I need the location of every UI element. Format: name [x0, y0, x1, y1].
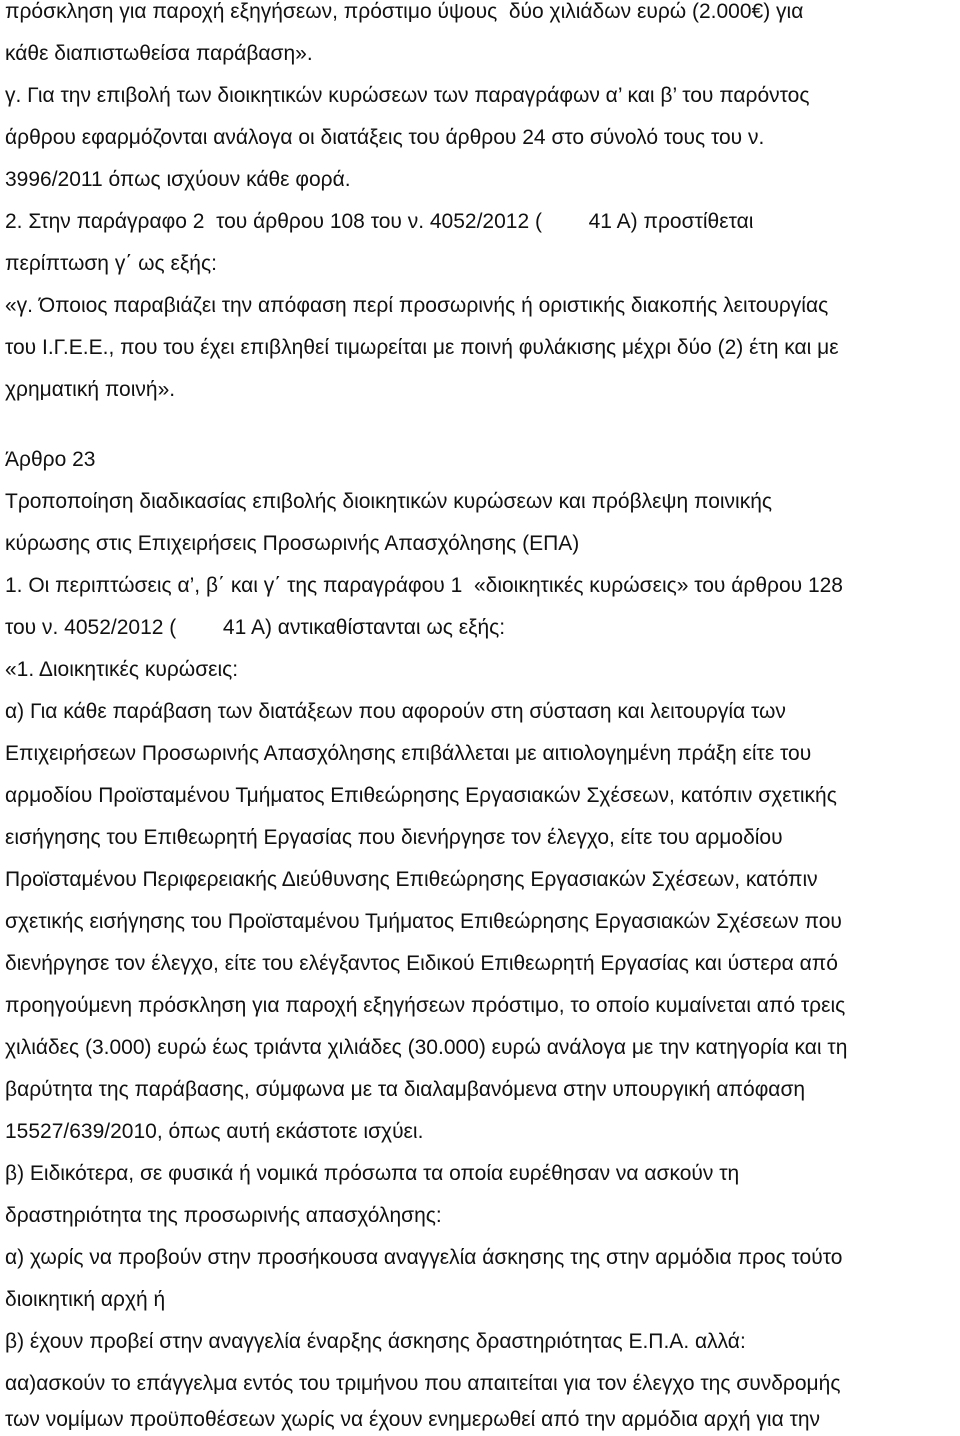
text-line: των νομίμων προϋποθέσεων χωρίς να έχουν ενημερωθεί από την αρμόδια αρχή για την [5, 1408, 821, 1431]
text-line: Προϊσταμένου Περιφερειακής Διεύθυνσης Επιθεώρησης Εργασιακών Σχέσεων, κατόπιν [5, 868, 818, 891]
text-line: χιλιάδες (3.000) ευρώ έως τριάντα χιλιάδες (30.000) ευρώ ανάλογα με την κατηγορία και τη [5, 1036, 848, 1059]
text-line: διοικητική αρχή ή [5, 1288, 166, 1311]
text-line: «1. Διοικητικές κυρώσεις: [5, 658, 239, 681]
text-line: «γ. Όποιος παραβιάζει την απόφαση περί προσωρινής ή οριστικής διακοπής λειτουργίας [5, 294, 829, 317]
text-line: προηγούμενη πρόσκληση για παροχή εξηγήσεων πρόστιμο, το οποίο κυμαίνεται από τρεις [5, 994, 846, 1017]
article-heading: Άρθρο 23 [5, 448, 96, 471]
text-line: πρόσκληση για παροχή εξηγήσεων, πρόστιμο ύψους δύο χιλιάδων ευρώ (2.000€) για [5, 0, 804, 23]
text-line: περίπτωση γ΄ ως εξής: [5, 252, 217, 275]
text-line: 1. Οι περιπτώσεις α’, β΄ και γ΄ της παραγράφου 1 «διοικητικές κυρώσεις» του άρθρου 128 [5, 574, 843, 597]
text-line: αρμοδίου Προϊσταμένου Τμήματος Επιθεώρησης Εργασιακών Σχέσεων, κατόπιν σχετικής [5, 784, 837, 807]
article-title: Τροποποίηση διαδικασίας επιβολής διοικητικών κυρώσεων και πρόβλεψη ποινικής [5, 490, 773, 513]
text-line: 15527/639/2010, όπως αυτή εκάστοτε ισχύει. [5, 1120, 424, 1143]
text-line: γ. Για την επιβολή των διοικητικών κυρώσεων των παραγράφων α’ και β’ του παρόντος [5, 84, 810, 107]
text-line: βαρύτητα της παράβασης, σύμφωνα με τα διαλαμβανόμενα στην υπουργική απόφαση [5, 1078, 806, 1101]
text-line: άρθρου εφαρμόζονται ανάλογα οι διατάξεις του άρθρου 24 στο σύνολό τους του ν. [5, 126, 765, 149]
text-line: διενήργησε τον έλεγχο, είτε του ελέγξαντος Ειδικού Επιθεωρητή Εργασίας και ύστερα από [5, 952, 838, 975]
text-line: εισήγησης του Επιθεωρητή Εργασίας που διενήργησε τον έλεγχο, είτε του αρμοδίου [5, 826, 783, 849]
text-line: κάθε διαπιστωθείσα παράβαση». [5, 42, 313, 65]
text-line: α) Για κάθε παράβαση των διατάξεων που αφορούν στη σύσταση και λειτουργία των [5, 700, 786, 723]
text-line: α) χωρίς να προβούν στην προσήκουσα αναγγελία άσκησης της στην αρμόδια προς τούτο [5, 1246, 843, 1269]
text-line: του ν. 4052/2012 ( 41 Α) αντικαθίστανται ως εξής: [5, 616, 506, 639]
text-line: του Ι.Γ.Ε.Ε., που του έχει επιβληθεί τιμωρείται με ποινή φυλάκισης μέχρι δύο (2) έτη και με [5, 336, 839, 359]
text-line: χρηματική ποινή». [5, 378, 176, 401]
text-line: δραστηριότητα της προσωρινής απασχόλησης: [5, 1204, 442, 1227]
text-line: αα)ασκούν το επάγγελμα εντός του τριμήνου που απαιτείται για τον έλεγχο της συνδρομής [5, 1372, 841, 1395]
text-line: 2. Στην παράγραφο 2 του άρθρου 108 του ν. 4052/2012 ( 41 Α) προστίθεται [5, 210, 754, 233]
text-line: β) έχουν προβεί στην αναγγελία έναρξης άσκησης δραστηριότητας Ε.Π.Α. αλλά: [5, 1330, 746, 1353]
article-title: κύρωσης στις Επιχειρήσεις Προσωρινής Απασχόλησης (ΕΠΑ) [5, 532, 580, 555]
text-line: 3996/2011 όπως ισχύουν κάθε φορά. [5, 168, 351, 191]
text-line: β) Ειδικότερα, σε φυσικά ή νομικά πρόσωπα τα οποία ευρέθησαν να ασκούν τη [5, 1162, 740, 1185]
text-line: σχετικής εισήγησης του Προϊσταμένου Τμήματος Επιθεώρησης Εργασιακών Σχέσεων που [5, 910, 842, 933]
text-line: Επιχειρήσεων Προσωρινής Απασχόλησης επιβάλλεται με αιτιολογημένη πράξη είτε του [5, 742, 812, 765]
